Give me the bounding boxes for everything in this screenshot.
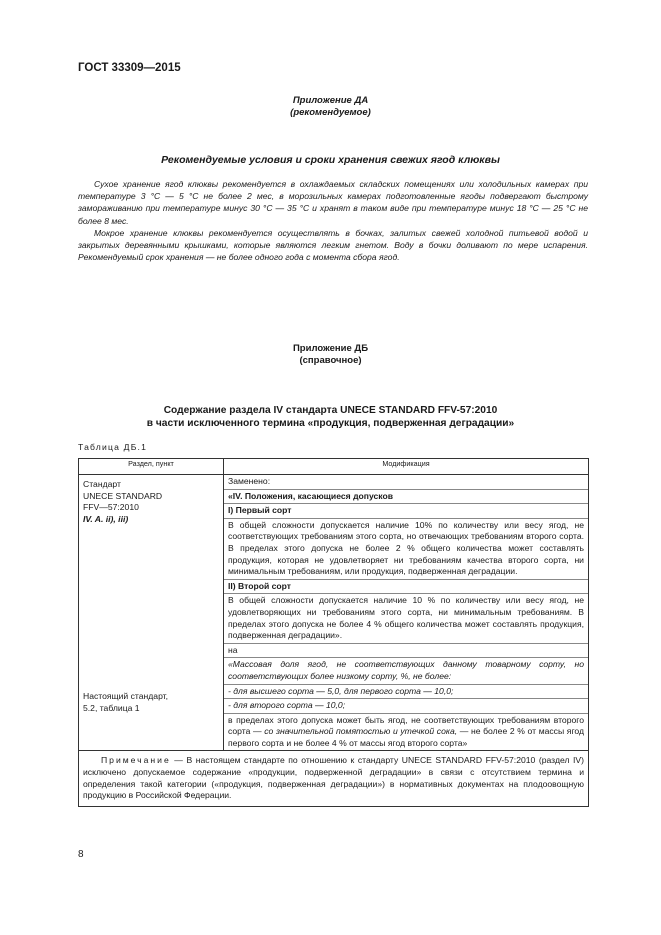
tolerance-text-part2: — не более 2 % от массы ягод первого сорта и не более 4 % от массы ягод второго сорта» — [228, 726, 584, 748]
section-reference-cell — [79, 475, 224, 751]
appendix-b-heading — [0, 404, 661, 430]
table-header-row — [79, 459, 589, 475]
appendix-a-title-line2: (рекомендуемое) — [290, 107, 371, 118]
appendix-b-title-line1: Приложение ДБ — [292, 343, 369, 354]
modification-table — [78, 458, 589, 807]
table-row — [79, 475, 589, 751]
replaced-label: Заменено: — [224, 475, 588, 490]
second-grade-text: В общей сложности допускается наличие 10 % по количеству или весу ягод, не удовлетворяющих ни требованиям этого сорта, ни минимальным требованиям. В пределах этого допуска не более 4 % общего количества может составлять продукция, подверженная деградации». — [224, 594, 588, 643]
tolerance-text-italic: со значительной помятостью и утечкой сока, — [264, 726, 458, 737]
appendix-b-heading-line2: в части исключенного термина «продукция, подверженная деградации» — [146, 418, 515, 429]
premium-first-grade-line: - для высшего сорта — 5,0, для первого сорта — 10,0; — [224, 685, 588, 700]
column-header-section: Раздел, пункт — [79, 459, 224, 475]
appendix-a-heading: Рекомендуемые условия и сроки хранения свежих ягод клюквы — [161, 154, 500, 166]
national-standard-line2: 5.2, таблица 1 — [83, 702, 140, 713]
tolerance-text-part1: в пределах этого допуска может быть ягод, не соответствующих требованиям второго сорта — — [228, 714, 584, 737]
standard-name: UNECE STANDARD — [83, 490, 163, 501]
appendix-b-title-line2: (справочное) — [299, 355, 362, 366]
national-standard-ref — [83, 691, 168, 714]
appendix-a-paragraph-wet: Мокрое хранение клюквы рекомендуется осуществлять в бочках, залитых свежей холодной питьевой водой и закрытых деревянными крышками, которые являются легким гнетом. Воду в бочки доливают по мере испарения. Рекомендуемый срок хранения — не более одного года с момента сбора ягод. — [78, 227, 588, 263]
tolerance-section-heading: «IV. Положения, касающиеся допусков — [224, 490, 588, 505]
appendix-b-title — [0, 343, 661, 367]
second-grade-line: - для второго сорта — 10,0; — [224, 699, 588, 714]
table-note — [79, 751, 589, 806]
appendix-a-title-line1: Приложение ДА — [292, 95, 369, 106]
appendix-a-paragraph-dry: Сухое хранение ягод клюквы рекомендуется в охлаждаемых складских помещениях или холодильных камерах при температуре 3 °С — 5 °С не более 2 мес, в морозильных камерах подготовленные ягоды подвергают быстрому замораживанию при температуре минус 30 °С — 35 °С и хранят в таком виде при температуре минус 18 °С — 25 °С не более 8 мес. — [78, 179, 588, 226]
page-number: 8 — [78, 849, 84, 860]
note-text: — В настоящем стандарте по отношению к стандарту UNECE STANDARD FFV-57:2010 (раздел IV) исключено допускаемое содержание «продукции, подверженной деградации» в связи с отсутствием термина и определения такой категории («продукция, подверженная деградации») в нормативных документах на плодоовощную продукцию в Российской Федерации. — [83, 755, 584, 801]
column-header-modification: Модификация — [224, 459, 589, 475]
standard-label: Стандарт — [83, 479, 121, 489]
appendix-a-body — [78, 178, 588, 263]
second-grade-heading: II) Второй сорт — [224, 580, 588, 595]
replacement-on-label: на — [224, 644, 588, 659]
tolerance-text — [224, 714, 588, 751]
first-grade-text: В общей сложности допускается наличие 10% по количеству или весу ягод, не соответствующих требованиям этого сорта, но отвечающих требованиям второго сорта. В пределах этого допуска не более 2 % общего количества может составлять продукция, которая не удовлетворяет ни требованиям качества второго сорта, ни минимальным требованиям, или продукция, подверженная деградации. — [224, 519, 588, 580]
document-number: ГОСТ 33309—2015 — [78, 62, 181, 74]
note-label: Примечание — [101, 755, 171, 766]
first-grade-heading: I) Первый сорт — [224, 504, 588, 519]
table-note-row — [79, 751, 589, 806]
standard-section-ref: IV. A. ii), iii) — [83, 513, 129, 524]
standard-code: FFV—57:2010 — [83, 502, 139, 512]
national-standard-line1: Настоящий стандарт, — [83, 691, 169, 701]
mass-fraction-text: «Массовая доля ягод, не соответствующих данному товарному сорту, но соответствующих более низкому сорту, %, не более: — [224, 658, 588, 684]
modification-cell — [224, 475, 589, 751]
appendix-b-heading-line1: Содержание раздела IV стандарта UNECE STANDARD FFV-57:2010 — [163, 405, 498, 416]
appendix-a-title — [0, 95, 661, 119]
table-caption: Таблица ДБ.1 — [78, 442, 148, 452]
